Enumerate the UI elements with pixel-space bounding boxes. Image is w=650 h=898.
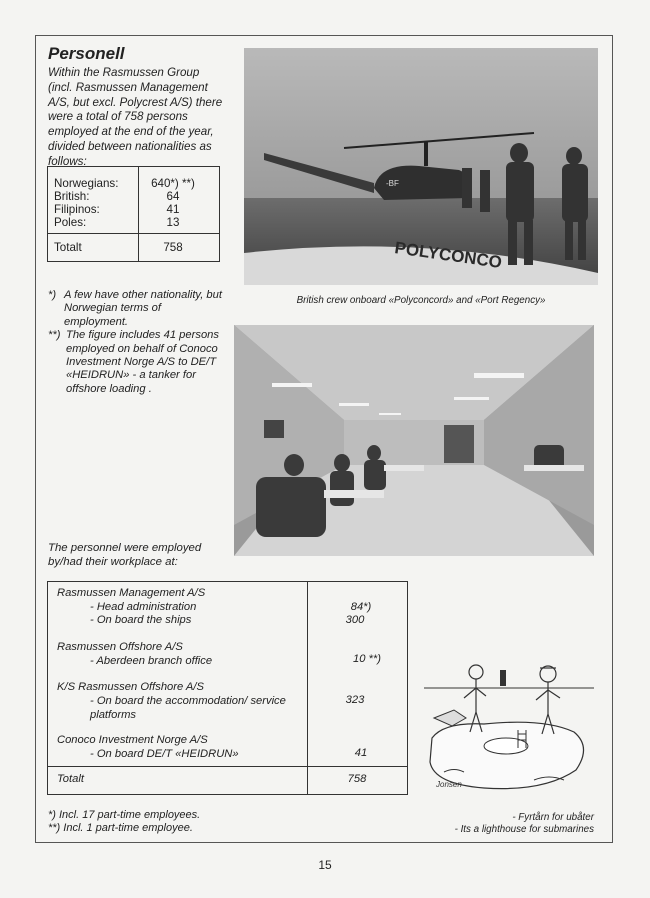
cartoon-caption-line: - Fyrtårn for ubåter (512, 812, 594, 823)
cartoon-caption (424, 812, 594, 836)
nationality-value: 64 (166, 190, 180, 203)
nationality-row (54, 190, 214, 203)
employment-total-value: 758 (347, 773, 367, 785)
nationality-table (47, 166, 220, 262)
employment-line: - Head administration (90, 601, 197, 613)
note-item (48, 289, 228, 329)
nationality-name: Norwegians: (54, 177, 119, 190)
note-mark: *) (48, 289, 57, 301)
nationality-row (54, 177, 214, 190)
cartoon-signature: Jonsen (436, 780, 462, 789)
nationality-row (54, 203, 214, 216)
nationality-total-row (54, 241, 214, 254)
employment-line: - Aberdeen branch office (90, 655, 213, 667)
employment-total-label: Totalt (57, 773, 84, 785)
footnote-item: **) Incl. 1 part-time employee. (48, 822, 193, 835)
nationality-name: British: (54, 190, 90, 203)
cartoon-caption-line: - Its a lighthouse for submarines (454, 824, 594, 835)
employment-line: platforms (90, 709, 137, 721)
employment-footnotes (48, 809, 200, 836)
ship-deck-lettering: POLYCONCO (393, 238, 504, 272)
nationality-notes (48, 289, 228, 396)
employment-count: 84*) (350, 601, 372, 613)
employment-line: - On board DE/T «HEIDRUN» (90, 748, 239, 760)
nationality-value: 640*) **) (151, 177, 195, 190)
employment-line: - On board the ships (90, 614, 192, 626)
employer-name: Rasmussen Management A/S (57, 587, 206, 599)
nationality-name: Poles: (54, 216, 87, 229)
nationality-value: 41 (166, 203, 180, 216)
cartoon-illustration (424, 652, 594, 807)
employer-name: K/S Rasmussen Offshore A/S (57, 681, 204, 693)
employment-table (47, 581, 408, 795)
employer-name: Rasmussen Offshore A/S (57, 641, 183, 653)
photo1-caption: British crew onboard «Polyconcord» and «Port Regency» (296, 295, 546, 306)
nationality-total-label: Totalt (54, 241, 82, 254)
note-mark: **) (48, 329, 61, 342)
page-number: 15 (318, 858, 332, 872)
nationality-value: 13 (166, 216, 180, 229)
footnote-item: *) Incl. 17 part-time employees. (48, 809, 201, 821)
employer-name: Conoco Investment Norge A/S (57, 734, 208, 746)
nationality-name: Filipinos: (54, 203, 100, 216)
employment-count: 323 (345, 694, 365, 706)
employment-intro: The personnel were employed by/had their workplace at: (48, 542, 202, 568)
nationality-total-value: 758 (163, 241, 183, 254)
employment-count: 10 **) (353, 653, 381, 665)
employment-count: 300 (345, 614, 365, 626)
employment-count: 41 (354, 747, 368, 759)
photo-helicopter-deck (244, 48, 598, 285)
note-item (48, 329, 228, 396)
helicopter-registration: -BF (386, 179, 399, 188)
intro-paragraph: Within the Rasmussen Group (incl. Rasmussen Management A/S, but excl. Polycrest A/S) there were a total of 758 persons employed at the end of the year, divided between nationalities as follows: (48, 66, 223, 168)
employment-line: - On board the accommodation/ service (90, 695, 286, 707)
note-text: The figure includes 41 persons employed on behalf of Conoco Investment Norge A/S to DE/T «HEIDRUN» - a tanker for offshore loading . (66, 329, 219, 395)
note-text: A few have other nationality, but Norwegian terms of employment. (64, 289, 222, 328)
nationality-row (54, 216, 214, 229)
section-title: Personell (48, 44, 125, 63)
photo-mess-hall (234, 325, 594, 556)
